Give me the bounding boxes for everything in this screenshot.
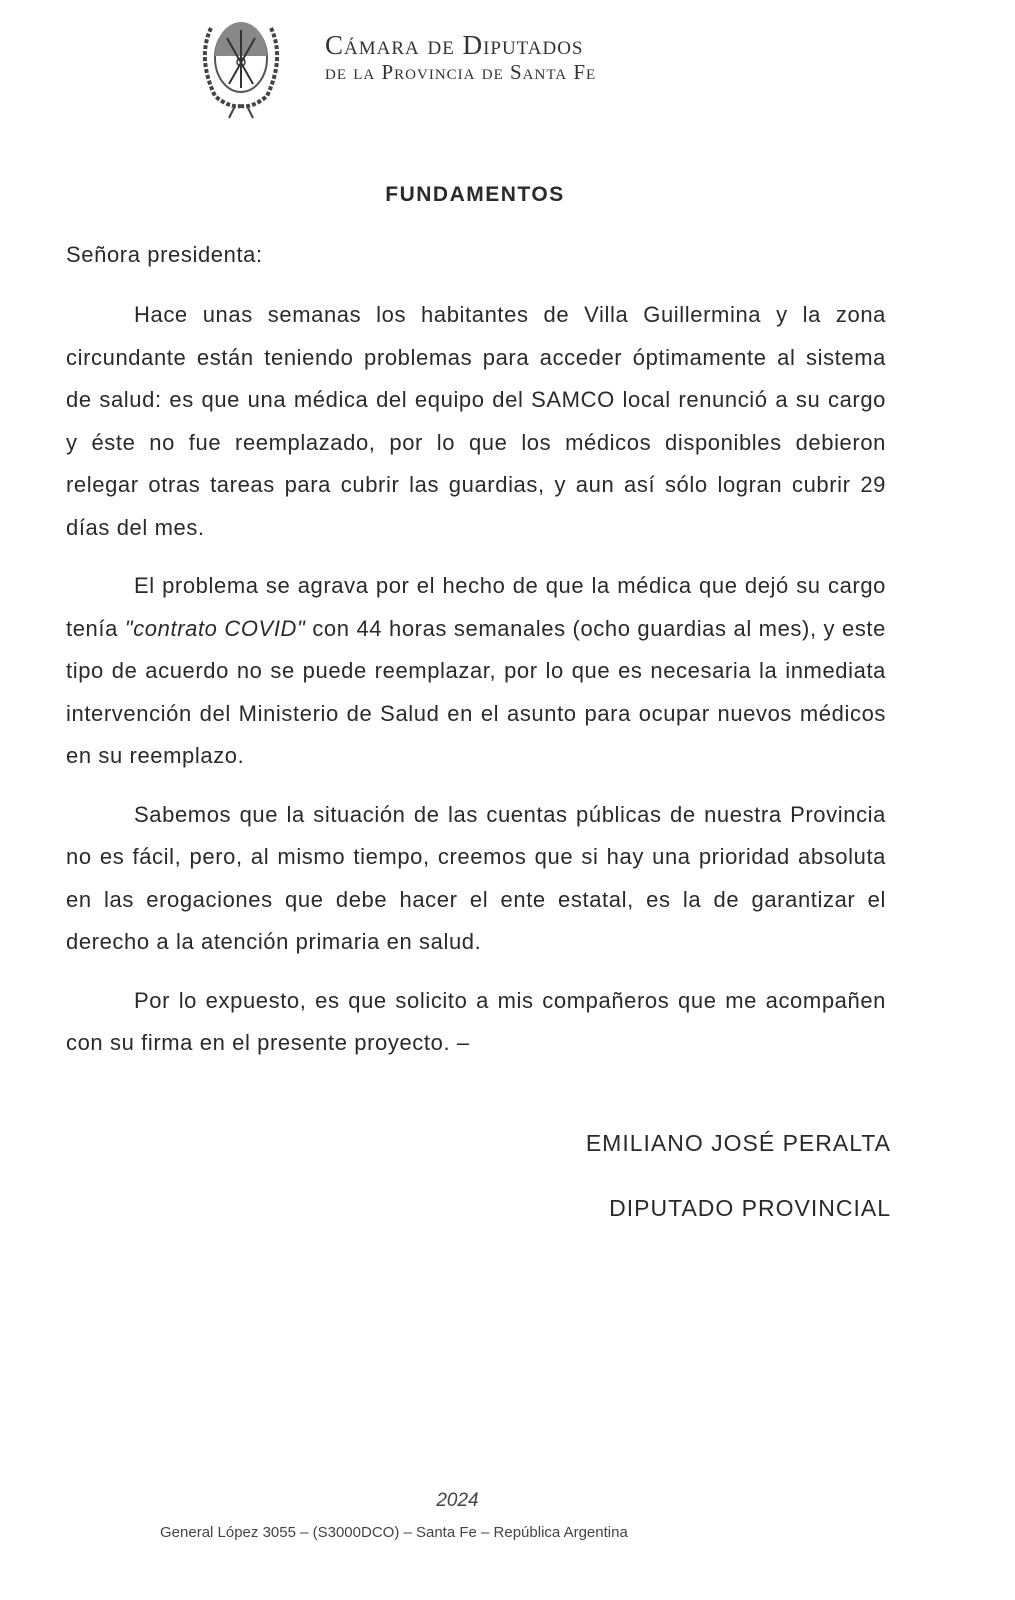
institution-line1: Cámara de Diputados [325, 30, 584, 60]
signature-name: EMILIANO JOSÉ PERALTA [585, 1130, 891, 1156]
signature-role: DIPUTADO PROVINCIAL [609, 1195, 891, 1221]
document-title: FUNDAMENTOS [385, 183, 565, 206]
paragraph-2 [66, 565, 886, 778]
paragraph-2-italic: "contrato COVID" [124, 615, 306, 641]
paragraph-3: Sabemos que la situación de las cuentas públicas de nuestra Provincia no es fácil, pero, al mismo tiempo, creemos que si hay una prioridad absoluta en las erogaciones que debe hacer el ente estatal, es la de garantizar el derecho a la atención primaria en salud. [66, 801, 886, 954]
institution-name [325, 30, 596, 84]
document-body [66, 294, 886, 1081]
paragraph-2-text: El problema se agrava por el hecho de que la médica que dejó su cargo tenía [66, 573, 886, 641]
salutation: Señora presidenta: [66, 242, 263, 267]
coat-of-arms-icon [193, 8, 289, 120]
paragraph-1: Hace unas semanas los habitantes de Villa Guillermina y la zona circundante están teniendo problemas para acceder óptimamente al sistema de salud: es que una médica del equipo del SAMCO local renunció a su cargo y éste no fue reemplazado, por lo que los médicos disponibles debieron relegar otras tareas para cubrir las guardias, y aun así sólo logran cubrir 29 días del mes. [66, 302, 886, 540]
paragraph-4: Por lo expuesto, es que solicito a mis compañeros que me acompañen con su firma en el presente proyecto. – [66, 987, 886, 1055]
footer-address: General López 3055 – (S3000DCO) – Santa Fe – República Argentina [160, 1524, 628, 1541]
paragraph-2-text-end: con 44 horas semanales (ocho guardias al mes), y este tipo de acuerdo no se puede reemplazar, por lo que es necesaria la inmediata intervención del Ministerio de Salud en el asunto para ocupar nuevos médicos en su reemplazo. [66, 615, 886, 768]
footer-year: 2024 [436, 1490, 479, 1511]
institution-line2: de la Provincia de Santa Fe [325, 60, 597, 84]
